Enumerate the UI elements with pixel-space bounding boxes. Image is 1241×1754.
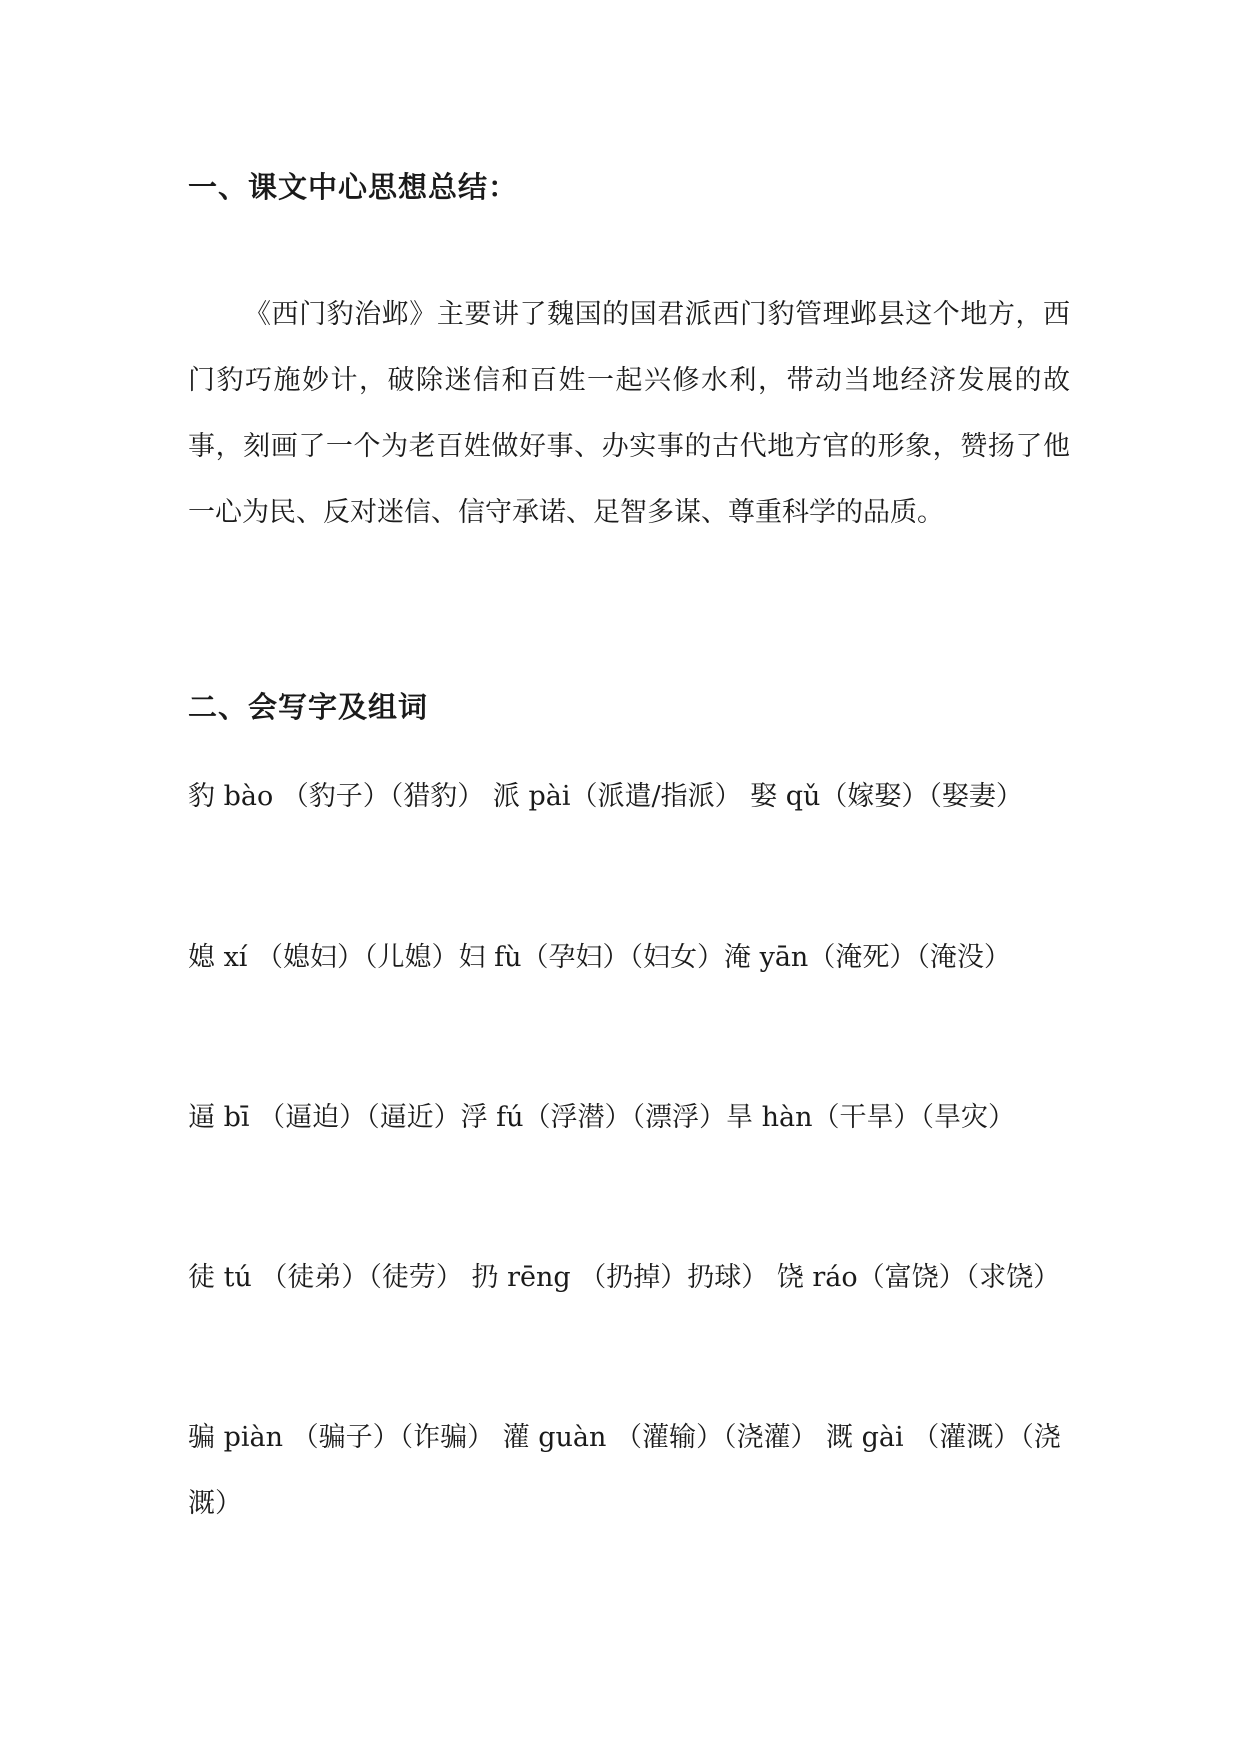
vocab-line: 媳 xí （媳妇）（儿媳）妇 fù（孕妇）（妇女）淹 yān（淹死）（淹没）: [188, 942, 1011, 973]
section-heading-summary: 一、课文中心思想总结：: [188, 170, 519, 204]
vocab-line: 徒 tú （徒弟）（徒劳） 扔 rēng （扔掉）扔球） 饶 ráo（富饶）（求饶）: [188, 1262, 1061, 1293]
vocab-line: 骗 piàn （骗子）（诈骗） 灌 guàn （灌输）（浇灌） 溉 gài （灌溉）（浇溉）: [188, 1422, 1061, 1519]
vocab-line: 逼 bī （逼迫）（逼近）浮 fú（浮潜）（漂浮）旱 hàn（干旱）（旱灾）: [188, 1102, 1016, 1133]
section-heading-vocabulary: 二、会写字及组词: [188, 690, 429, 724]
vocab-line: 豹 bào （豹子）（猎豹） 派 pài（派遣/指派） 娶 qǔ（嫁娶）（娶妻）: [188, 781, 1023, 812]
summary-paragraph: 《西门豹治邺》主要讲了魏国的国君派西门豹管理邺县这个地方，西门豹巧施妙计，破除迷信和百姓一起兴修水利，带动当地经济发展的故事，刻画了一个为老百姓做好事、办实事的古代地方官的形象，赞扬了他一心为民、反对迷信、信守承诺、足智多谋、尊重科学的品质。: [188, 299, 1070, 528]
